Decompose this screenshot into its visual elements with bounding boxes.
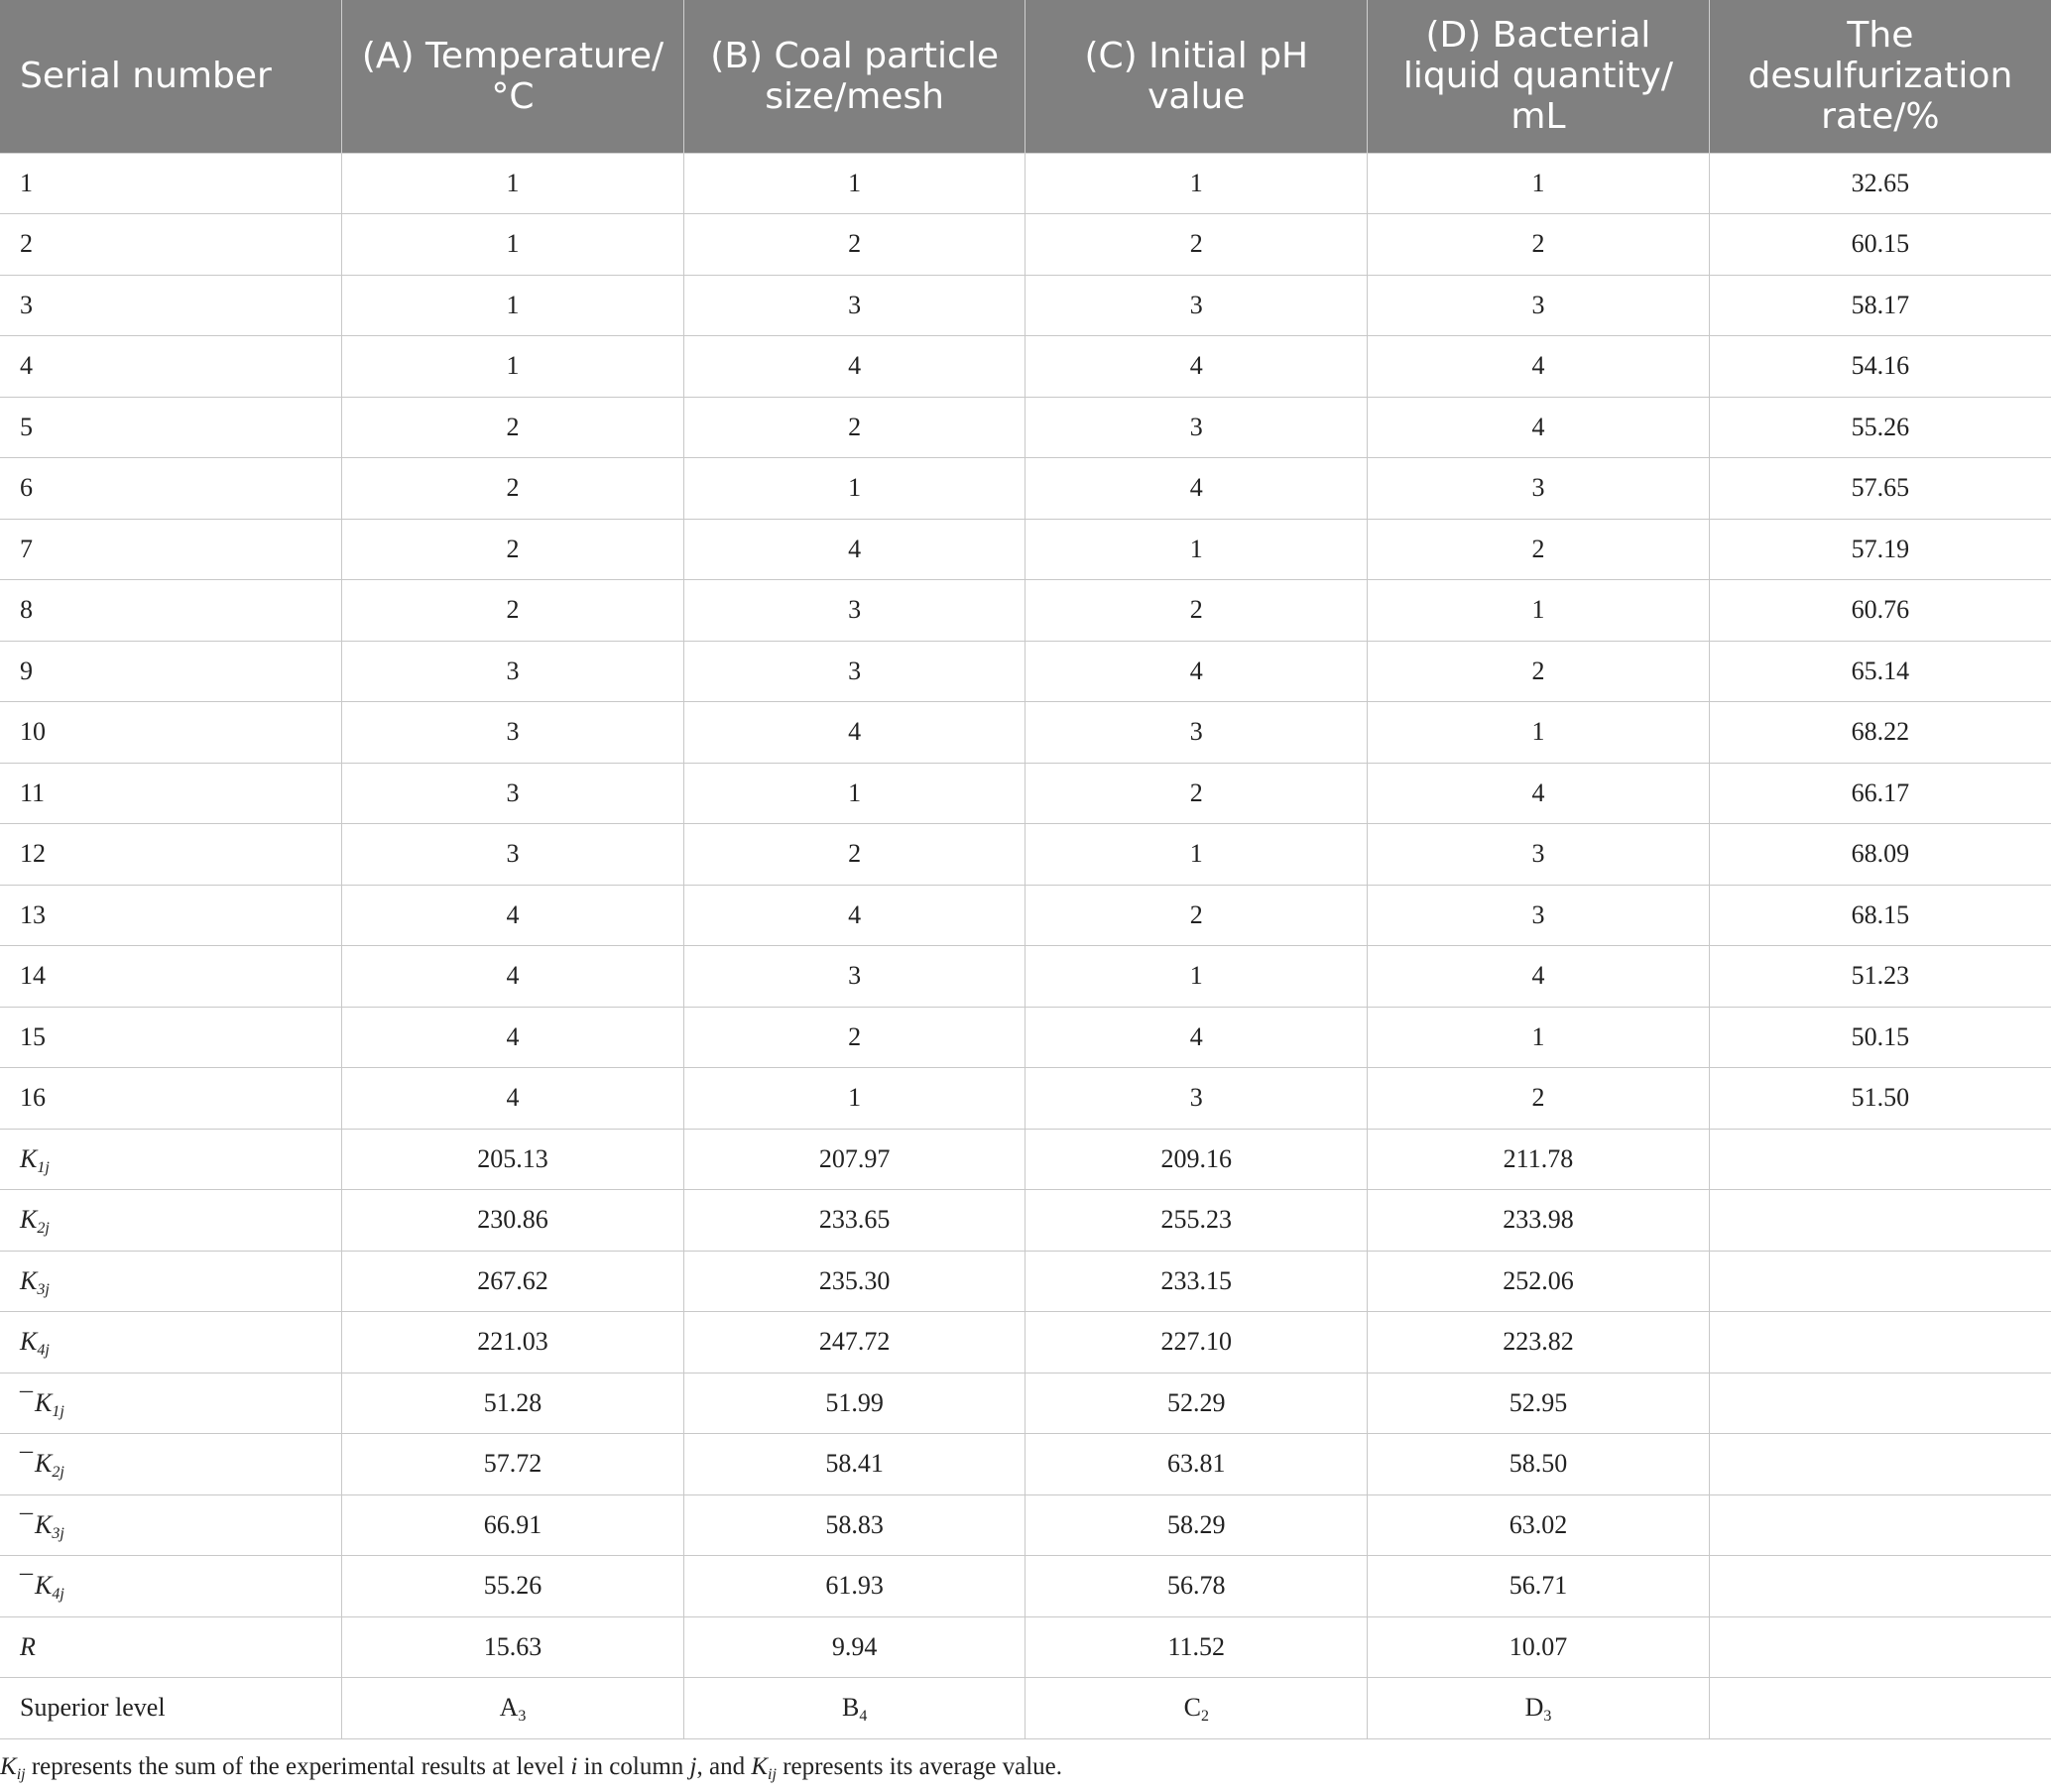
stat-row — [0, 1616, 2051, 1678]
superior-level-label: Superior level — [0, 1678, 342, 1739]
table-row — [0, 946, 2051, 1008]
initial-ph-cell: 4 — [1026, 641, 1368, 702]
initial-ph-cell: 1 — [1026, 153, 1368, 214]
initial-ph-cell: 2 — [1026, 763, 1368, 824]
initial-ph-stat-cell: 227.10 — [1026, 1312, 1368, 1374]
empty-cell — [1709, 1434, 2051, 1495]
stat-row — [0, 1556, 2051, 1617]
table-row — [0, 275, 2051, 336]
table-row — [0, 702, 2051, 764]
temperature-cell: 1 — [342, 275, 684, 336]
temperature-cell: 4 — [342, 946, 684, 1008]
initial-ph-stat-cell: 209.16 — [1026, 1129, 1368, 1190]
particle-size-cell: 2 — [683, 214, 1026, 276]
particle-size-stat-cell: 235.30 — [683, 1251, 1026, 1312]
table-row — [0, 1068, 2051, 1130]
particle-size-cell: 1 — [683, 458, 1026, 520]
desulfurization-rate-cell: 66.17 — [1709, 763, 2051, 824]
particle-size-stat-cell: 233.65 — [683, 1190, 1026, 1252]
temperature-cell: 3 — [342, 702, 684, 764]
superior-level-row — [0, 1678, 2051, 1739]
temperature-cell: 2 — [342, 519, 684, 580]
stat-subscript: 3j — [52, 1524, 64, 1542]
initial-ph-cell: 4 — [1026, 458, 1368, 520]
desulfurization-rate-cell: 58.17 — [1709, 275, 2051, 336]
bacterial-quantity-stat-cell: 223.82 — [1368, 1312, 1710, 1374]
footnote-subscript: ij — [16, 1766, 26, 1783]
desulfurization-rate-cell: 57.65 — [1709, 458, 2051, 520]
bacterial-quantity-cell: 3 — [1368, 824, 1710, 886]
temperature-cell: 1 — [342, 336, 684, 398]
particle-size-cell: 4 — [683, 702, 1026, 764]
temperature-stat-cell: 66.91 — [342, 1494, 684, 1556]
stat-label-cell — [0, 1251, 342, 1312]
serial-number-cell: 13 — [0, 885, 342, 946]
serial-number-cell: 7 — [0, 519, 342, 580]
initial-ph-cell: 2 — [1026, 214, 1368, 276]
empty-cell — [1709, 1616, 2051, 1678]
level-letter: A — [499, 1693, 519, 1723]
header-coal-particle-size: (B) Coal particle size/mesh — [683, 0, 1026, 153]
bacterial-quantity-cell: 1 — [1368, 153, 1710, 214]
empty-cell — [1709, 1312, 2051, 1374]
desulfurization-rate-cell: 32.65 — [1709, 153, 2051, 214]
temperature-cell: 4 — [342, 1068, 684, 1130]
particle-size-cell: 4 — [683, 885, 1026, 946]
stat-subscript: 2j — [52, 1464, 64, 1482]
temperature-superior-cell — [342, 1678, 684, 1739]
temperature-stat-cell: 55.26 — [342, 1556, 684, 1617]
initial-ph-stat-cell: 52.29 — [1026, 1373, 1368, 1434]
bacterial-quantity-stat-cell: 56.71 — [1368, 1556, 1710, 1617]
stat-subscript: 4j — [37, 1342, 50, 1360]
stat-symbol: R — [20, 1631, 36, 1661]
initial-ph-cell: 3 — [1026, 275, 1368, 336]
initial-ph-cell: 1 — [1026, 519, 1368, 580]
bacterial-quantity-cell: 4 — [1368, 397, 1710, 458]
particle-size-stat-cell: 58.83 — [683, 1494, 1026, 1556]
bacterial-quantity-cell: 4 — [1368, 336, 1710, 398]
particle-size-cell: 2 — [683, 824, 1026, 886]
serial-number-cell: 10 — [0, 702, 342, 764]
particle-size-cell: 2 — [683, 1007, 1026, 1068]
empty-cell — [1709, 1251, 2051, 1312]
particle-size-superior-cell — [683, 1678, 1026, 1739]
level-subscript: 3 — [518, 1708, 527, 1726]
table-body — [0, 153, 2051, 1738]
bacterial-quantity-stat-cell: 252.06 — [1368, 1251, 1710, 1312]
table-row — [0, 885, 2051, 946]
serial-number-cell: 12 — [0, 824, 342, 886]
bacterial-quantity-stat-cell: 211.78 — [1368, 1129, 1710, 1190]
table-row — [0, 580, 2051, 642]
temperature-cell: 3 — [342, 824, 684, 886]
temperature-cell: 2 — [342, 458, 684, 520]
temperature-cell: 2 — [342, 397, 684, 458]
table-row — [0, 763, 2051, 824]
desulfurization-rate-cell: 50.15 — [1709, 1007, 2051, 1068]
stat-subscript: 4j — [52, 1586, 64, 1604]
stat-row — [0, 1373, 2051, 1434]
table-row — [0, 458, 2051, 520]
bacterial-quantity-cell: 2 — [1368, 1068, 1710, 1130]
desulfurization-rate-cell: 68.09 — [1709, 824, 2051, 886]
footnote-text: represents the sum of the experimental results at level — [25, 1753, 571, 1780]
stat-symbol: K — [35, 1509, 53, 1539]
temperature-stat-cell: 15.63 — [342, 1616, 684, 1678]
header-desulfurization-rate: The desulfurization rate/% — [1709, 0, 2051, 153]
temperature-cell: 2 — [342, 580, 684, 642]
stat-label-cell — [0, 1190, 342, 1252]
particle-size-stat-cell: 51.99 — [683, 1373, 1026, 1434]
stat-label-cell — [0, 1494, 342, 1556]
serial-number-cell: 11 — [0, 763, 342, 824]
desulfurization-rate-cell: 51.50 — [1709, 1068, 2051, 1130]
table-row — [0, 1007, 2051, 1068]
bacterial-quantity-stat-cell: 58.50 — [1368, 1434, 1710, 1495]
serial-number-cell: 15 — [0, 1007, 342, 1068]
empty-cell — [1709, 1678, 2051, 1739]
stat-subscript: 1j — [37, 1158, 50, 1176]
particle-size-cell: 1 — [683, 153, 1026, 214]
initial-ph-cell: 2 — [1026, 885, 1368, 946]
particle-size-cell: 3 — [683, 580, 1026, 642]
temperature-cell: 3 — [342, 763, 684, 824]
particle-size-cell: 2 — [683, 397, 1026, 458]
serial-number-cell: 5 — [0, 397, 342, 458]
initial-ph-stat-cell: 11.52 — [1026, 1616, 1368, 1678]
temperature-stat-cell: 267.62 — [342, 1251, 684, 1312]
initial-ph-cell: 4 — [1026, 336, 1368, 398]
serial-number-cell: 8 — [0, 580, 342, 642]
footnote-text: in column — [577, 1753, 690, 1780]
initial-ph-cell: 2 — [1026, 580, 1368, 642]
bacterial-quantity-superior-cell — [1368, 1678, 1710, 1739]
desulfurization-rate-cell: 55.26 — [1709, 397, 2051, 458]
initial-ph-stat-cell: 255.23 — [1026, 1190, 1368, 1252]
empty-cell — [1709, 1190, 2051, 1252]
stat-label-cell — [0, 1616, 342, 1678]
footnote-text: , and — [696, 1753, 752, 1780]
table-row — [0, 153, 2051, 214]
initial-ph-cell: 3 — [1026, 702, 1368, 764]
serial-number-cell: 9 — [0, 641, 342, 702]
desulfurization-rate-cell: 65.14 — [1709, 641, 2051, 702]
serial-number-cell: 14 — [0, 946, 342, 1008]
table-row — [0, 397, 2051, 458]
header-temperature: (A) Temperature/°C — [342, 0, 684, 153]
particle-size-cell: 3 — [683, 641, 1026, 702]
initial-ph-stat-cell: 56.78 — [1026, 1556, 1368, 1617]
stat-symbol: K — [20, 1143, 38, 1173]
bacterial-quantity-cell: 3 — [1368, 275, 1710, 336]
temperature-stat-cell: 205.13 — [342, 1129, 684, 1190]
stat-symbol: K — [35, 1387, 53, 1417]
empty-cell — [1709, 1556, 2051, 1617]
stat-row — [0, 1494, 2051, 1556]
level-letter: C — [1183, 1693, 1201, 1723]
stat-row — [0, 1312, 2051, 1374]
stat-subscript: 3j — [37, 1280, 50, 1298]
stat-subscript: 2j — [37, 1220, 50, 1238]
empty-cell — [1709, 1129, 2051, 1190]
desulfurization-rate-cell: 57.19 — [1709, 519, 2051, 580]
bacterial-quantity-cell: 1 — [1368, 580, 1710, 642]
stat-subscript: 1j — [52, 1402, 64, 1420]
desulfurization-rate-cell: 60.15 — [1709, 214, 2051, 276]
particle-size-stat-cell: 9.94 — [683, 1616, 1026, 1678]
temperature-cell: 4 — [342, 885, 684, 946]
stat-label-cell — [0, 1373, 342, 1434]
overbar-mark: ¯ — [20, 1387, 33, 1417]
desulfurization-rate-cell: 60.76 — [1709, 580, 2051, 642]
desulfurization-rate-cell: 68.22 — [1709, 702, 2051, 764]
temperature-cell: 1 — [342, 214, 684, 276]
particle-size-cell: 4 — [683, 519, 1026, 580]
bacterial-quantity-stat-cell: 52.95 — [1368, 1373, 1710, 1434]
initial-ph-cell: 1 — [1026, 946, 1368, 1008]
header-row — [0, 0, 2051, 153]
serial-number-cell: 3 — [0, 275, 342, 336]
initial-ph-cell: 1 — [1026, 824, 1368, 886]
stat-row — [0, 1434, 2051, 1495]
stat-row — [0, 1190, 2051, 1252]
particle-size-stat-cell: 58.41 — [683, 1434, 1026, 1495]
header-serial-number: Serial number — [0, 0, 342, 153]
stat-label-cell — [0, 1556, 342, 1617]
bacterial-quantity-cell: 1 — [1368, 1007, 1710, 1068]
stat-symbol: K — [20, 1205, 38, 1235]
header-bacterial-liquid-quantity: (D) Bacterial liquid quantity/ mL — [1368, 0, 1710, 153]
table-row — [0, 336, 2051, 398]
stat-symbol: K — [20, 1265, 38, 1295]
header-initial-ph: (C) Initial pH value — [1026, 0, 1368, 153]
bacterial-quantity-cell: 2 — [1368, 519, 1710, 580]
table-row — [0, 214, 2051, 276]
stat-row — [0, 1251, 2051, 1312]
particle-size-stat-cell: 247.72 — [683, 1312, 1026, 1374]
overbar-mark: ¯ — [20, 1449, 33, 1479]
bacterial-quantity-stat-cell: 63.02 — [1368, 1494, 1710, 1556]
table-row — [0, 519, 2051, 580]
footnote-symbol: K — [0, 1753, 17, 1780]
overbar-mark: ¯ — [20, 1509, 33, 1539]
particle-size-cell: 1 — [683, 763, 1026, 824]
particle-size-stat-cell: 207.97 — [683, 1129, 1026, 1190]
serial-number-cell: 6 — [0, 458, 342, 520]
stat-label-cell — [0, 1434, 342, 1495]
stat-symbol: K — [35, 1449, 53, 1479]
temperature-stat-cell: 221.03 — [342, 1312, 684, 1374]
initial-ph-cell: 3 — [1026, 397, 1368, 458]
initial-ph-superior-cell — [1026, 1678, 1368, 1739]
table-row — [0, 824, 2051, 886]
level-subscript: 2 — [1200, 1708, 1209, 1726]
particle-size-cell: 4 — [683, 336, 1026, 398]
table-footnote — [0, 1753, 2051, 1781]
stat-symbol: K — [20, 1327, 38, 1357]
level-letter: B — [841, 1693, 860, 1723]
temperature-stat-cell: 57.72 — [342, 1434, 684, 1495]
bacterial-quantity-stat-cell: 10.07 — [1368, 1616, 1710, 1678]
particle-size-stat-cell: 61.93 — [683, 1556, 1026, 1617]
serial-number-cell: 4 — [0, 336, 342, 398]
desulfurization-rate-cell: 68.15 — [1709, 885, 2051, 946]
bacterial-quantity-cell: 4 — [1368, 763, 1710, 824]
bacterial-quantity-cell: 1 — [1368, 702, 1710, 764]
level-subscript: 4 — [859, 1708, 868, 1726]
bacterial-quantity-cell: 3 — [1368, 885, 1710, 946]
initial-ph-stat-cell: 63.81 — [1026, 1434, 1368, 1495]
desulfurization-rate-cell: 51.23 — [1709, 946, 2051, 1008]
table-row — [0, 641, 2051, 702]
bacterial-quantity-cell: 2 — [1368, 214, 1710, 276]
temperature-cell: 3 — [342, 641, 684, 702]
footnote-var-i: i — [570, 1753, 578, 1780]
initial-ph-stat-cell: 233.15 — [1026, 1251, 1368, 1312]
bacterial-quantity-cell: 3 — [1368, 458, 1710, 520]
stat-row — [0, 1129, 2051, 1190]
stat-label-cell — [0, 1312, 342, 1374]
stat-symbol: K — [35, 1571, 53, 1601]
particle-size-cell: 3 — [683, 275, 1026, 336]
serial-number-cell: 1 — [0, 153, 342, 214]
footnote-var-j: j — [689, 1753, 697, 1780]
level-letter: D — [1524, 1693, 1544, 1723]
particle-size-cell: 3 — [683, 946, 1026, 1008]
stat-label-cell — [0, 1129, 342, 1190]
initial-ph-cell: 4 — [1026, 1007, 1368, 1068]
overbar-mark: ¯ — [20, 1571, 33, 1601]
empty-cell — [1709, 1373, 2051, 1434]
level-subscript: 3 — [1543, 1708, 1552, 1726]
bacterial-quantity-cell: 2 — [1368, 641, 1710, 702]
footnote-text: represents its average value. — [776, 1753, 1062, 1780]
initial-ph-cell: 3 — [1026, 1068, 1368, 1130]
particle-size-cell: 1 — [683, 1068, 1026, 1130]
serial-number-cell: 2 — [0, 214, 342, 276]
footnote-symbol: K — [751, 1753, 769, 1780]
desulfurization-rate-cell: 54.16 — [1709, 336, 2051, 398]
initial-ph-stat-cell: 58.29 — [1026, 1494, 1368, 1556]
empty-cell — [1709, 1494, 2051, 1556]
serial-number-cell: 16 — [0, 1068, 342, 1130]
temperature-stat-cell: 51.28 — [342, 1373, 684, 1434]
bacterial-quantity-cell: 4 — [1368, 946, 1710, 1008]
footnote-subscript: ij — [768, 1766, 777, 1783]
temperature-stat-cell: 230.86 — [342, 1190, 684, 1252]
temperature-cell: 4 — [342, 1007, 684, 1068]
temperature-cell: 1 — [342, 153, 684, 214]
bacterial-quantity-stat-cell: 233.98 — [1368, 1190, 1710, 1252]
